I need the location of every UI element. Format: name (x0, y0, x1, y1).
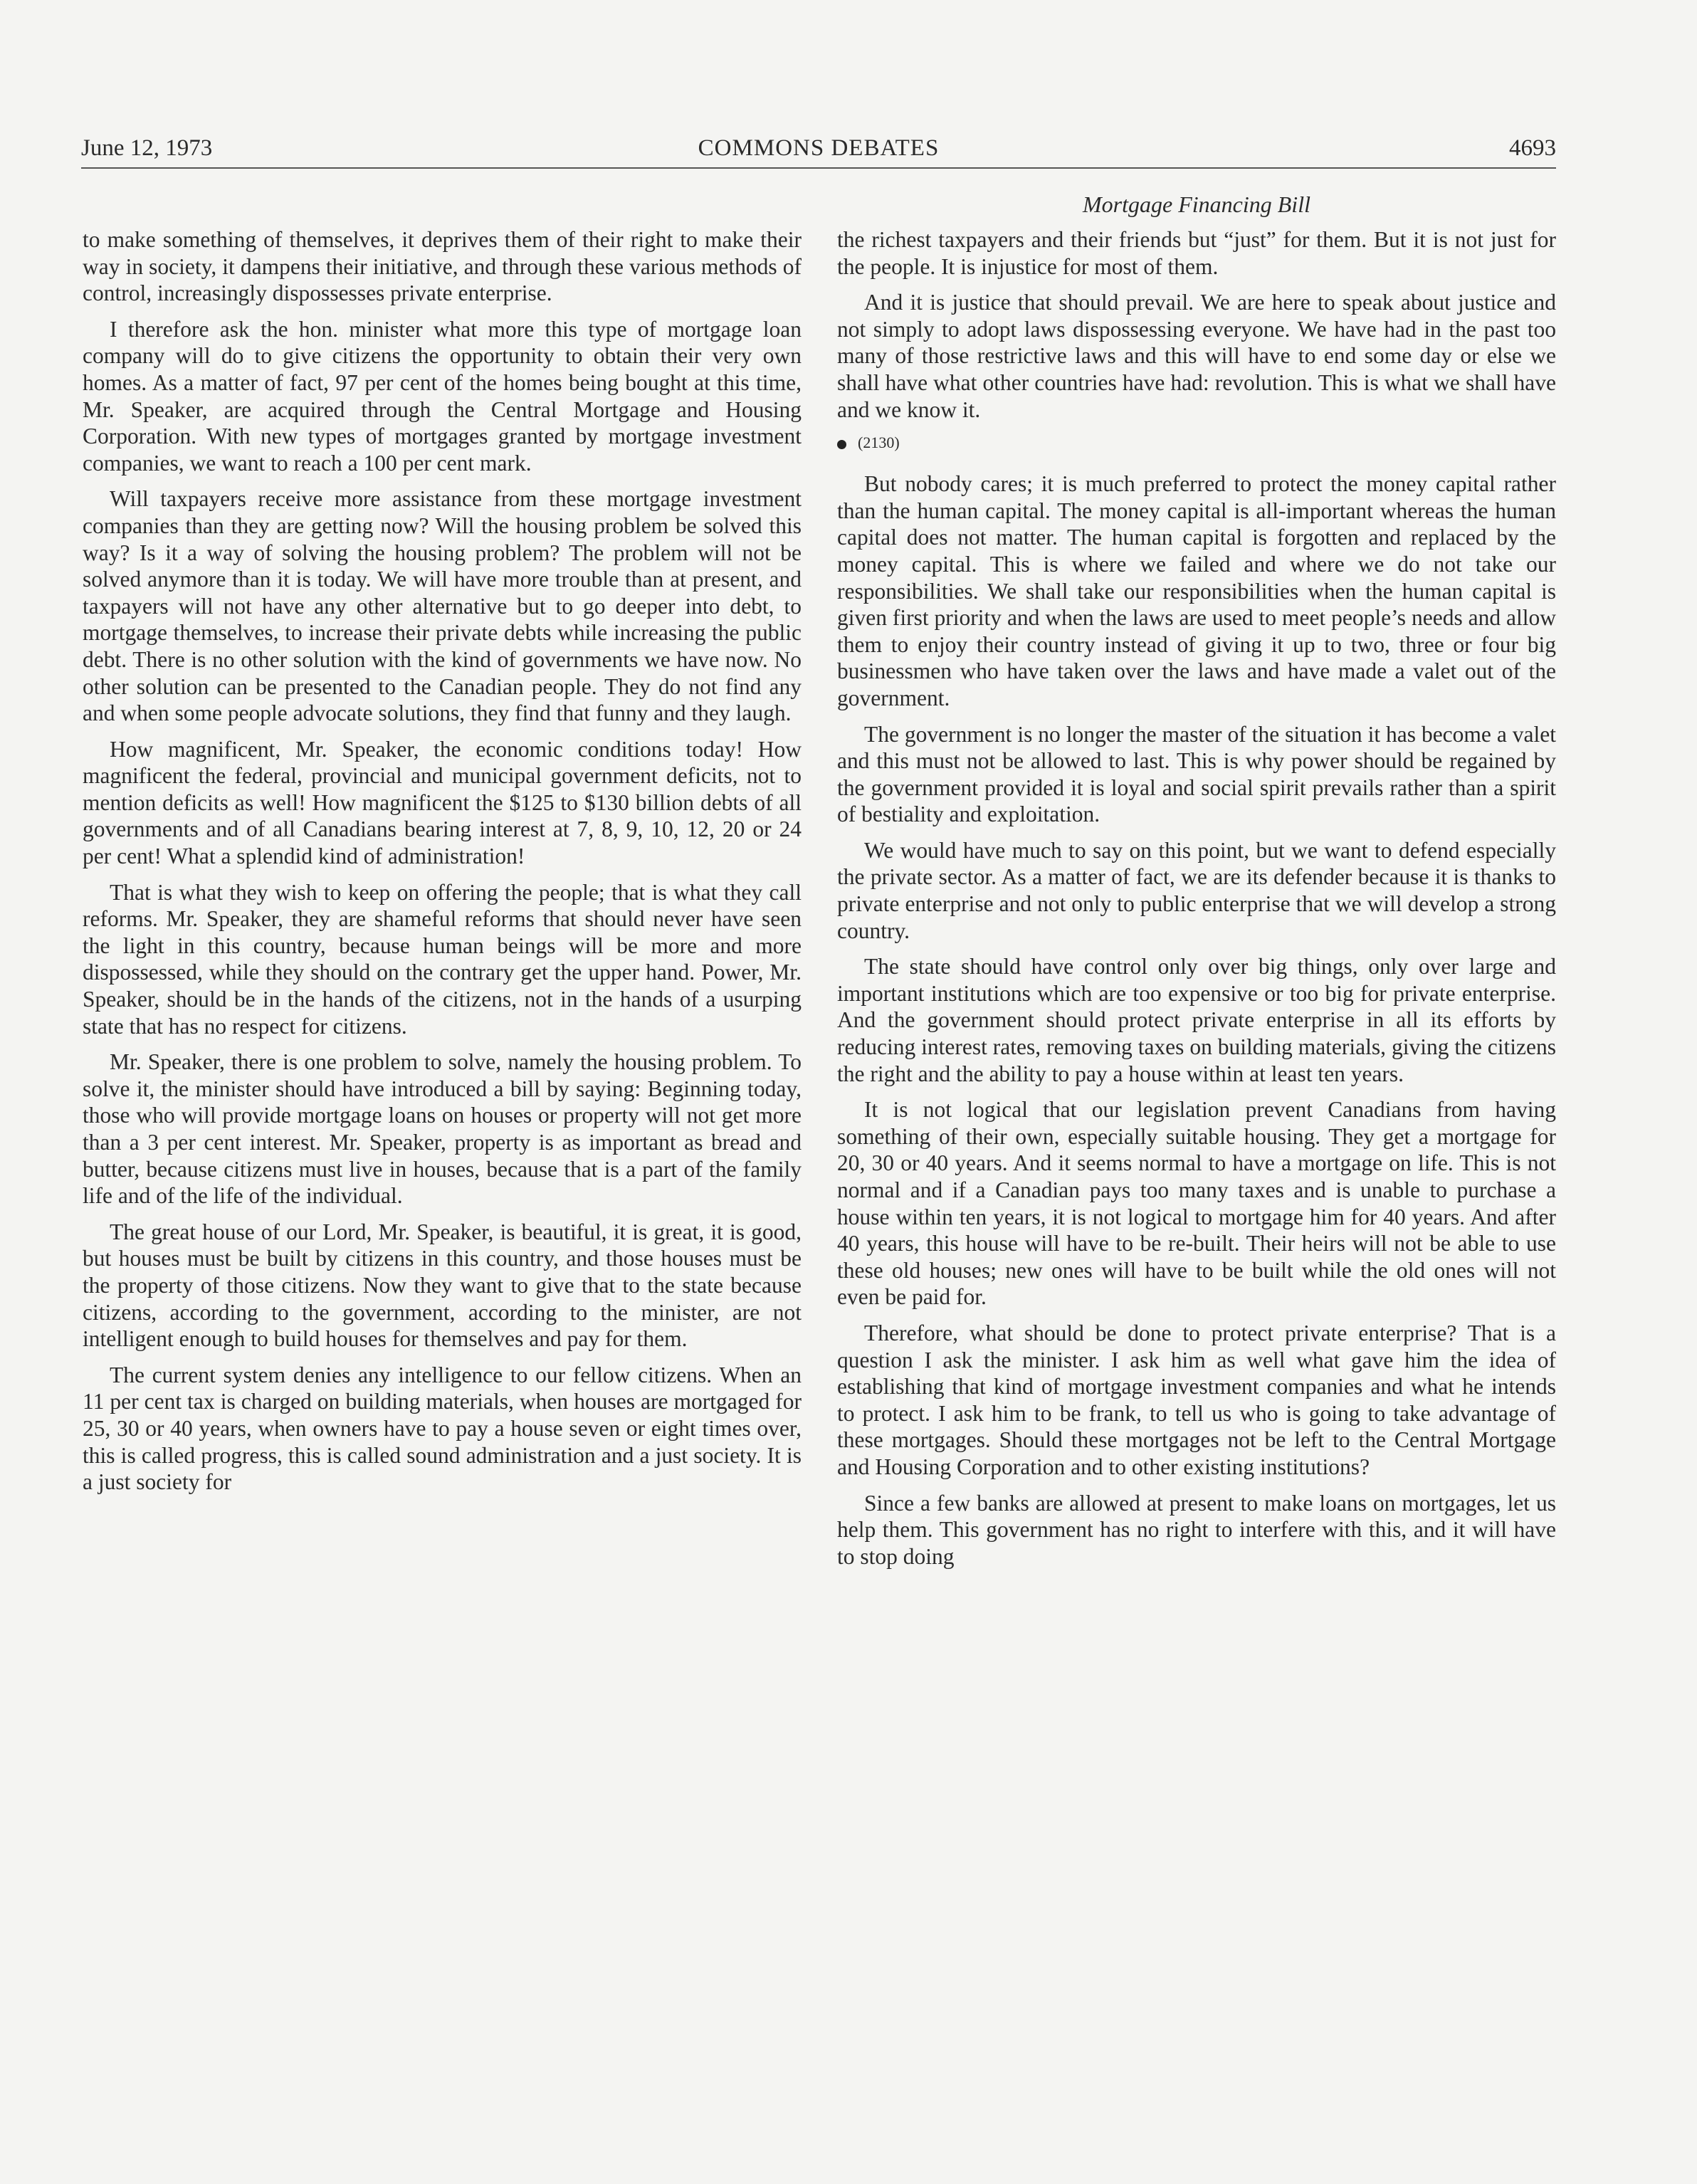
paragraph: Will taxpayers receive more assistance from these mortgage investment companies than they are getting now? Will the housing problem be solved this way? Is it a way of solving the housing problem? The problem will not be solved anymore than it is today. We will have more trouble than at present, and taxpayers will not have any other alternative but to go deeper into debt, to mortgage themselves, to increase their private debts while increasing the public debt. There is no other solution with the kind of governments we have now. No other solution can be presented to the Canadian people. They do not find any and when some people advocate solutions, they find that funny and they laugh. (83, 486, 802, 726)
paragraph: That is what they wish to keep on offering the people; that is what they call reforms. Mr. Speaker, they are shameful reforms that should never have seen the light in this country, because human beings will be more and more dispossessed, while they should on the contrary get the upper hand. Power, Mr. Speaker, should be in the hands of the citizens, not in the hands of a usurping state that has no respect for citizens. (83, 879, 802, 1039)
paragraph: Since a few banks are allowed at present to make loans on mortgages, let us help them. This government has no right to interfere with this, and it will have to stop doing (837, 1490, 1556, 1569)
paragraph: But nobody cares; it is much preferred to protect the money capital rather than the human capital. The money capital is all-important whereas the human capital does not matter. The human capital is forgotten and replaced by the money capital. This is where we failed and where we do not take our responsibilities. We shall take our responsibilities when the human capital is given first priority and when the laws are used to meet people’s needs and allow them to enjoy their country instead of giving it up to two, three or four big businessmen who have taken over the laws and have made a valet out of the government. (837, 471, 1556, 710)
timestamp: (2130) (858, 434, 900, 452)
right-column (837, 226, 1556, 1579)
bullet-icon (837, 440, 846, 449)
left-column (83, 226, 802, 1505)
timestamp-marker (837, 432, 1556, 453)
paragraph: Mr. Speaker, there is one problem to solve, namely the housing problem. To solve it, the minister should have introduced a bill by saying: Beginning today, those who will provide mortgage loans on houses or property will not get more than a 3 per cent interest. Mr. Speaker, property is as important as bread and butter, because citizens must live in houses, because that is a part of the family life and of the life of the individual. (83, 1049, 802, 1209)
page-number: 4693 (1509, 135, 1556, 161)
paragraph: It is not logical that our legislation prevent Canadians from having something of their own, especially suitable housing. They get a mortgage for 20, 30 or 40 years. And it seems normal to have a mortgage on life. This is not normal and if a Canadian pays too many taxes and is unable to purchase a house within ten years, it is not logical to mortgage him for 40 years. And after 40 years, this house will have to be re-built. Their heirs will not be able to use these old houses; new ones will have to be built while the old ones will not even be paid for. (837, 1097, 1556, 1310)
paragraph: I therefore ask the hon. minister what more this type of mortgage loan company will do to give citizens the opportunity to obtain their very own homes. As a matter of fact, 97 per cent of the homes being bought at this time, Mr. Speaker, are acquired through the Central Mortgage and Housing Corporation. With new types of mortgages granted by mortgage investment companies, we want to reach a 100 per cent mark. (83, 316, 802, 476)
paragraph: the richest taxpayers and their friends but “just” for them. But it is not just for the people. It is injustice for most of them. (837, 227, 1556, 279)
paragraph: How magnificent, Mr. Speaker, the economic conditions today! How magnificent the federal, provincial and municipal government deficits, not to mention deficits as well! How magnificent the $125 to $130 billion debts of all governments and of all Canadians bearing interest at 7, 8, 9, 10, 12, 20 or 24 per cent! What a splendid kind of administration! (83, 736, 802, 869)
paragraph: The government is no longer the master of the situation it has become a valet and this must not be allowed to last. This is why power should be regained by the government provided it is loyal and social spirit prevails rather than a spirit of bestiality and exploitation. (837, 721, 1556, 827)
header-date: June 12, 1973 (81, 135, 213, 161)
paragraph: The great house of our Lord, Mr. Speaker, is beautiful, it is great, it is good, but houses must be built by citizens in this country, and those houses must be the property of those citizens. Now they want to give that to the state because citizens, according to the government, according to the minister, are not intelligent enough to build houses for themselves and pay for them. (83, 1219, 802, 1352)
paragraph: And it is justice that should prevail. We are here to speak about justice and not simply to adopt laws dispossessing everyone. We have had in the past too many of those restrictive laws and this will have to end some day or else we shall have what other countries have had: revolution. This is what we shall have and we know it. (837, 290, 1556, 422)
section-title: Mortgage Financing Bill (1083, 191, 1310, 217)
paragraph: The current system denies any intelligence to our fellow citizens. When an 11 per cent tax is charged on building materials, when houses are mortgaged for 25, 30 or 40 years, when owners have to pay a house seven or eight times over, this is called progress, this is called sound administration and a just society. It is a just society for (83, 1362, 802, 1495)
paragraph: Therefore, what should be done to protect private enterprise? That is a question I ask the minister. I ask him as well what gave him the idea of establishing that kind of mortgage investment companies and what he intends to protect. I ask him to be frank, to tell us who is going to take advantage of these mortgages. Should these mortgages not be left to the Central Mortgage and Housing Corporation and to other existing institutions? (837, 1320, 1556, 1479)
header-title: COMMONS DEBATES (698, 135, 940, 161)
paragraph: We would have much to say on this point, but we want to defend especially the private sector. As a matter of fact, we are its defender because it is thanks to private enterprise and not only to public enterprise that we will develop a strong country. (837, 837, 1556, 943)
header-rule (81, 167, 1556, 169)
paragraph: to make something of themselves, it deprives them of their right to make their way in society, it dampens their initiative, and through these various methods of control, increasingly dispossesses private enterprise. (83, 227, 802, 306)
page-header (81, 132, 1556, 164)
paragraph: The state should have control only over big things, only over large and important institutions which are too expensive or too big for private enterprise. And the government should protect private enterprise in all its efforts by reducing interest rates, removing taxes on building materials, giving the citizens the right and the ability to pay a house within at least ten years. (837, 954, 1556, 1086)
